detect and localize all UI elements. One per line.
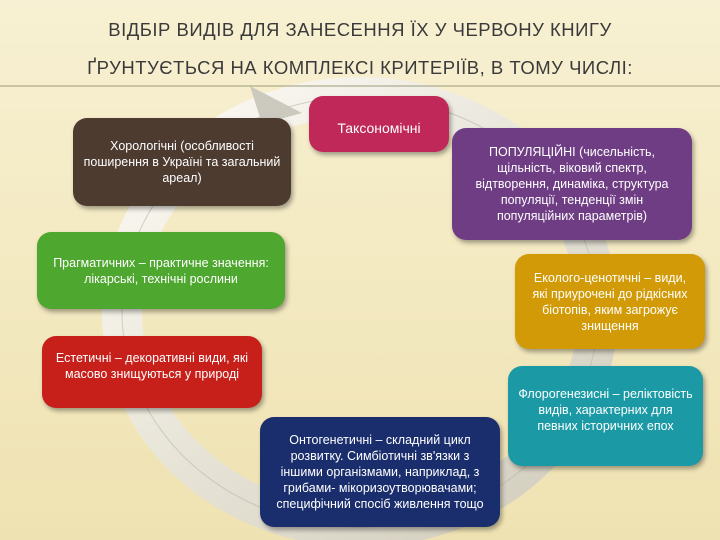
- box-ecocoenotic-text: Еколого-ценотичні – види, які приурочені до рідкісних біотопів, яким загрожує знищення: [532, 270, 688, 333]
- box-pragmatic-text: Прагматичних – практичне значення: лікарські, технічні рослини: [53, 255, 269, 286]
- box-taxonomic-text: Таксономічні: [337, 120, 421, 136]
- box-florogenetic-text: Флорогенезисні – реліктовість видів, характерних для певних історичних епох: [518, 387, 693, 433]
- title-line-2: ҐРУНТУЄТЬСЯ НА КОМПЛЕКСІ КРИТЕРІЇВ, В ТОМУ ЧИСЛІ:: [87, 57, 633, 78]
- box-taxonomic: [309, 96, 449, 152]
- box-aesthetic-text: Естетичні – декоративні види, які масово знищуються у природі: [55, 351, 249, 381]
- box-population: [452, 128, 692, 240]
- box-ecocoenotic: [515, 254, 705, 349]
- box-ontogenetic-text: Онтогенетичні – складний цикл розвитку. Симбіотичні зв'язки з іншими організмами, наприклад, з грибами- мікоризоутворювачами; специфічний спосіб живлення тощо: [276, 433, 484, 511]
- box-chorological: [73, 118, 291, 206]
- box-pragmatic: [37, 232, 285, 309]
- box-florogenetic: [508, 366, 703, 466]
- title-line-1: ВІДБІР ВИДІВ ДЛЯ ЗАНЕСЕННЯ ЇХ У ЧЕРВОНУ КНИГУ: [108, 19, 612, 40]
- box-ontogenetic: [260, 417, 500, 527]
- box-aesthetic: [42, 336, 262, 408]
- box-population-text: ПОПУЛЯЦІЙНІ (чисельність, щільність, віковий спектр, відтворення, динаміка, структура популяції, тенденції змін популяційних параметрів): [475, 145, 669, 223]
- title-underline: [0, 85, 720, 87]
- box-chorological-text: Хорологічні (особливості поширення в Україні та загальний ареал): [83, 139, 281, 185]
